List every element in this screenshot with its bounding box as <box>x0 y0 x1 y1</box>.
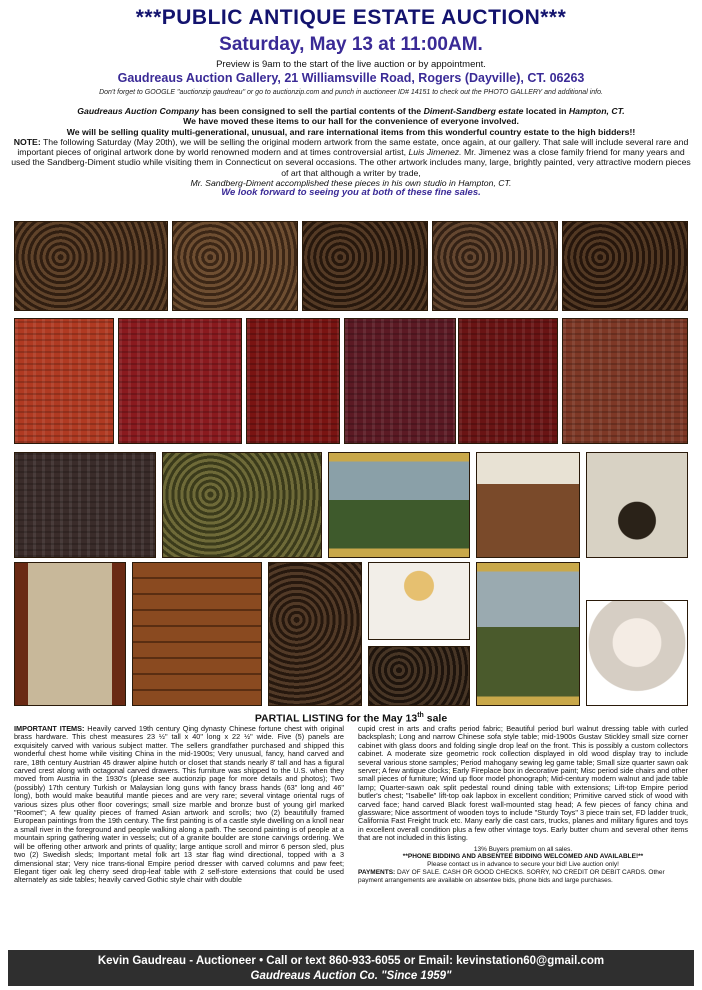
listing-left-column <box>14 725 344 885</box>
listing-title-post: sale <box>423 712 448 725</box>
rug-photo-5 <box>458 318 558 444</box>
marble-bust-photo <box>586 600 688 706</box>
gothic-hutch-photo <box>268 562 362 706</box>
flat-weave-rug-photo <box>14 452 156 558</box>
partial-listing-title <box>0 712 702 725</box>
intro-block <box>8 106 694 199</box>
consignment-line <box>8 106 694 116</box>
important-label: IMPORTANT ITEMS: <box>14 724 85 733</box>
listing-columns <box>14 725 690 943</box>
listing-right-column <box>358 725 688 885</box>
alpine-hutch-photo <box>132 562 262 706</box>
carved-panel-photo-1 <box>172 221 298 311</box>
estate-name: Diment-Sandberg estate <box>423 106 524 116</box>
contact-line: Kevin Gaudreau - Auctioneer • Call or text 860-933-6055 or Email: kevinstation60@gmail.com <box>97 955 605 967</box>
artist-name: Luis Jimenez. <box>408 147 462 158</box>
listing-right-text: cupid crest in arts and crafts period fabric; Beautiful period burl walnut dressing table with curled backsplash; Long and narrow Chinese sofa style table; mid-1900s Gustav Stickley small size corner cabinet with glass doors and folding single drop leaf on the front. This is possibly a custom collectors cabinet. A moderate size geometric rock collection displayed in old wood display tray to include several various stone samples; Period mahogany sewing leg game table; Small size quarter sawn oak server; A few antique clocks; Early Fireplace box in decorative paint; Misc period side chairs and other small pieces of furniture; Wind up floor model phonograph; Mid-century modern walnut and jade table lamp; Quarter-sawn oak split pedestal round dining table with extensions; Lift-top Empire period butler's chest; "Isabelle" lift-top oak lapbox in excellent condition; Primitive carved stick of wood with carved face; hand carved Black forest wall-mounted stag head; A few pieces of fancy china and glassware; Nice assortment of wooden toys to include "Sturdy Toys" 3 piece train set, FD ladder truck, California Fast Freight truck etc. Many early die cast cars, trucks, planes and military figures and toys in excellent overall condition plus a few other vintage toys. Early butter churn and several other items that are not included in this listing. <box>358 724 688 843</box>
auction-date: Saturday, May 13 at 11:00AM. <box>219 34 483 55</box>
carved-panel-photo-4 <box>562 221 688 311</box>
terms-block <box>358 846 688 885</box>
carved-panel-photo-2 <box>302 221 428 311</box>
company-name: Gaudreaus Auction Company <box>77 106 200 116</box>
note-text-2: Mr. Jimenez was a close family friend for many years and used the Sandberg-Diment studio while visiting them in Connecticut on several occasions. The other artwork includes many, large, brightly painted, very attractive modern pieces of art that although a writer by trade, <box>11 147 691 178</box>
stag-head-photo <box>586 452 688 558</box>
rug-photo-4 <box>344 318 456 444</box>
rug-photo-1 <box>14 318 114 444</box>
black-forest-carving-photo <box>162 452 322 558</box>
gallery-address: Gaudreaus Auction Gallery, 21 Williamsville Road, Rogers (Dayville), CT. 06263 <box>117 71 585 85</box>
arched-window-photo <box>476 452 580 558</box>
selling-line: We will be selling quality multi-generational, unusual, and rare international items from this wonderful country estate to the high bidders!! <box>66 126 636 137</box>
closing-line: We look forward to seeing you at both of these fine sales. <box>221 187 481 199</box>
contact-note: Please contact us in advance to secure your bid! Live auction only! <box>427 861 619 869</box>
buyers-premium: 13% Buyers premium on all sales. <box>473 845 573 853</box>
rug-photo-3 <box>246 318 340 444</box>
consignment-end: located in <box>523 106 569 116</box>
note-label: NOTE: <box>13 136 41 147</box>
payment-label: PAYMENTS: <box>358 869 396 877</box>
carved-chair-photo <box>368 646 470 706</box>
table-lamp-photo <box>368 562 470 640</box>
footer-bar <box>8 950 694 986</box>
company-tagline: Gaudreaus Auction Co. "Since 1959" <box>250 970 452 982</box>
landscape-painting-photo <box>328 452 470 558</box>
listing-title-pre: PARTIAL LISTING for the May 13 <box>254 712 418 725</box>
preview-hours: Preview is 9am to the start of the live auction or by appointment. <box>216 59 486 70</box>
mountain-painting-photo <box>476 562 580 706</box>
note-text-3: Mr. Sandberg-Diment accomplished these pieces in his own studio in Hampton, CT. <box>190 178 512 189</box>
consignment-mid: has been consigned to sell the partial contents of the <box>199 106 424 116</box>
carved-panel-photo-3 <box>432 221 558 311</box>
moved-line: We have moved these items to our hall for the convenience of everyone involved. <box>183 116 519 127</box>
note-text: The following Saturday (May 20th), we will be selling the original modern artwork from the same estate, once again, at our gallery. That sale will include several rare and important pieces of original artwork done by world renowned modern and at times controversial artist, <box>17 136 689 158</box>
estate-town: Hampton, CT. <box>568 106 625 116</box>
corner-cabinet-photo <box>14 562 126 706</box>
note-paragraph <box>8 137 694 188</box>
auction-title: ***PUBLIC ANTIQUE ESTATE AUCTION*** <box>135 6 567 29</box>
listing-title-sup: th <box>417 712 424 719</box>
auctionzip-note: Don't forget to GOOGLE "auctionzip gaudreau" or go to auctionzip.com and punch in auctioneer ID# 14151 to check out the PHOTO GALLERY and additional info. <box>99 89 603 96</box>
absentee-note: **PHONE BIDDING AND ABSENTEE BIDDING WELCOMED AND AVAILABLE!** <box>402 853 644 861</box>
listing-left-text: Heavily carved 19th century Qing dynasty Chinese fortune chest with original brass hardware. This chest measures 23 ½" tall x 40" long x 22 ½" wide. Five (5) panels are exquisitely carved with various subject matter. The sellers grandfather purchased and shipped this wonderful chest home while visiting China in the mid-1900s; Very unusual, fancy, hand carved and rare, 18th century Austrian 45 drawer alpine hutch or closet that stands nearly 8' tall and has a figural carved crest along with octagonal carved drawers. This furniture was shipped to the U.S. when they moved from Austria in the 1930's (please see auctionzip page for more details and photos); Two (possibly) 17th century Turkish or Malaysian long guns with fancy brass hands (63" long and 46" long), both would make beautiful mantle pieces and are very rare; several vintage oriental rugs of various sizes plus other floor coverings; small size marble and bronze bust of young girl marked "Roomet"; A few quality pieces of framed Asian artwork and scrolls; two (2) beautifully framed European paintings from the 19th century. The first painting is of a castle style dwelling on a knoll near a small river in the foreground and people walking along a path. The second painting is of people at a mountain spring gathering water in vessels; cut of a granite boulder are stone carvings ordering. We will be offering other artwork and prints of quality; large antique scroll and mirror 6 person sled, plus two (2) Swedish sleds; Important metal folk art 13 star flag wind directional, topped with a 3 dimensional star; Very nice trans-tional Empire period dresser with carved columns and paw feet; Elegant tiger oak leg cherry seed drop-leaf table with 2 self-store extensions that could be used alternately as side tables; heavily carved Gothic style chair with double <box>14 724 344 885</box>
rug-photo-2 <box>118 318 242 444</box>
carved-chest-photo <box>14 221 168 311</box>
rug-photo-6 <box>562 318 688 444</box>
payment-text: DAY OF SALE. CASH OR GOOD CHECKS. SORRY, NO CREDIT OR DEBIT CARDS. Other payment arrangements are available on absentee bids, phone bids and large purchases. <box>358 869 665 884</box>
